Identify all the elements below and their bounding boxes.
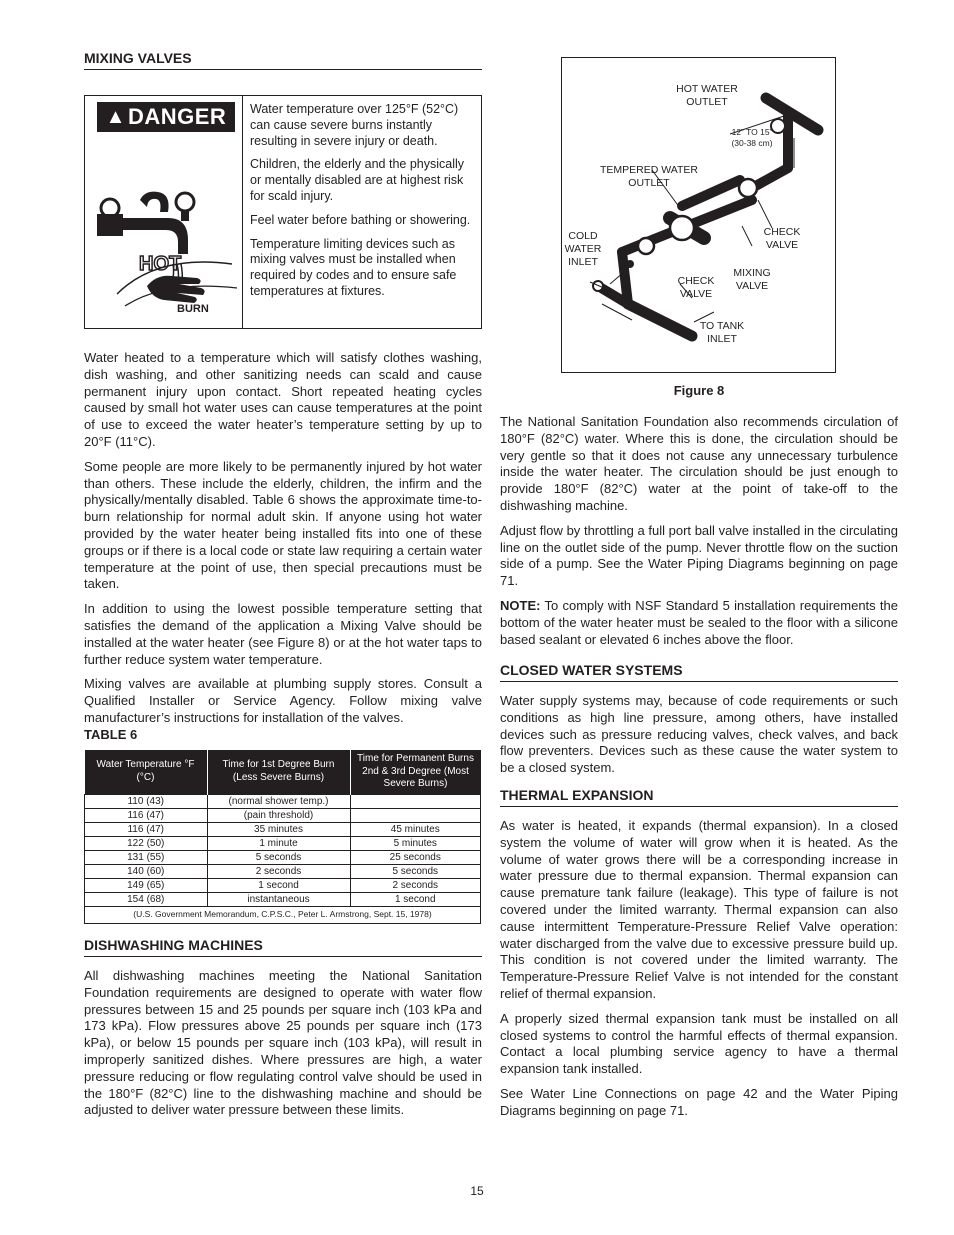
- label-to-tank-inlet: [694, 320, 750, 346]
- body-paragraph: In addition to using the lowest possible temperature setting that satisfies the demand of the application a Mixing Valve should be installed at the water heater (see Figure 8) or at the hot water taps to further reduce system water temperature.: [84, 601, 482, 667]
- table-cell: 2 seconds: [207, 864, 350, 878]
- label-line: VALVE: [735, 280, 769, 292]
- hot-text: HOT: [139, 253, 182, 275]
- table-row: [85, 836, 481, 850]
- table-cell: 5 seconds: [207, 850, 350, 864]
- label-check-valve-right: [758, 226, 806, 252]
- table-cell: 25 seconds: [350, 850, 481, 864]
- table-cell: 116 (47): [85, 808, 208, 822]
- danger-label: DANGER: [127, 104, 227, 129]
- table-cell: 5 minutes: [350, 836, 481, 850]
- danger-paragraph: Feel water before bathing or showering.: [250, 212, 471, 227]
- table-cell: instantaneous: [207, 892, 350, 906]
- hot-burn-icon: [85, 136, 242, 326]
- table-row: [85, 794, 481, 808]
- danger-paragraph: Temperature limiting devices such as mixing valves must be installed when required by codes and to ensure safe temperatures at fixtures.: [250, 236, 457, 298]
- label-line: MIXING: [733, 267, 771, 279]
- label-line: HOT WATER: [676, 83, 738, 95]
- danger-paragraph: Children, the elderly and the physically or mentally disabled are at highest risk for scald injury.: [250, 157, 465, 203]
- table-cell: 140 (60): [85, 864, 208, 878]
- figure8-caption: Figure 8: [673, 383, 725, 398]
- warning-triangle-icon: ▲: [105, 105, 126, 128]
- mixing-valves-body: [84, 350, 482, 735]
- label-dimension: [722, 127, 782, 148]
- table-header: Water Temperature °F (°C): [85, 750, 208, 794]
- label-line: TEMPERED WATER: [599, 164, 698, 176]
- table-cell: 131 (55): [85, 850, 208, 864]
- label-line: INLET: [568, 256, 598, 268]
- table-cell: 122 (50): [85, 836, 208, 850]
- danger-text: [250, 102, 476, 308]
- table-footnote: (U.S. Government Memorandum, C.P.S.C., Peter L. Armstrong, Sept. 15, 1978): [85, 906, 481, 923]
- table6-section: [84, 727, 482, 924]
- burn-text: BURN: [177, 303, 209, 315]
- danger-banner: [97, 102, 235, 132]
- table-footnote-row: [85, 906, 481, 923]
- table-cell: 2 seconds: [350, 878, 481, 892]
- dishwashing-heading: DISHWASHING MACHINES: [84, 937, 482, 957]
- table-cell: 5 seconds: [350, 864, 481, 878]
- table-cell: [350, 794, 481, 808]
- table-row: [85, 864, 481, 878]
- burn-table: [84, 750, 481, 924]
- closed-systems-paragraph: Water supply systems may, because of code requirements or such conditions as high line pressure, among others, have installed devices such as pressure reducing valves, check valves, and back flow preventers. Devices such as these cause the water system to be a closed system.: [500, 693, 898, 776]
- label-line: WATER: [564, 243, 602, 255]
- table-row: [85, 808, 481, 822]
- label-cold-water-inlet: [562, 230, 604, 269]
- label-line: INLET: [707, 333, 737, 345]
- table-row: [85, 850, 481, 864]
- left-column: [84, 50, 482, 1118]
- figure8-diagram: [561, 57, 836, 373]
- label-tempered-water-outlet: [592, 164, 706, 190]
- table-cell: 1 minute: [207, 836, 350, 850]
- mixing-valves-heading: MIXING VALVES: [84, 50, 482, 70]
- note-text: To comply with NSF Standard 5 installation requirements the bottom of the water heater must be sealed to the floor with a silicone based sealant or elevated 6 inches above the floor.: [500, 597, 898, 647]
- page-number: 15: [470, 1184, 484, 1198]
- label-mixing-valve: [728, 267, 776, 293]
- table-cell: 149 (65): [85, 878, 208, 892]
- label-line: (30-38 cm): [731, 137, 773, 148]
- label-line: VALVE: [765, 239, 799, 251]
- label-hot-water-outlet: [662, 83, 752, 109]
- circulation-section: [500, 414, 898, 656]
- danger-paragraph: Water temperature over 125°F (52°C) can cause severe burns instantly resulting in severe injury or death.: [250, 102, 459, 148]
- label-line: CHECK: [677, 275, 715, 287]
- thermal-paragraph: A properly sized thermal expansion tank must be installed on all closed systems to control the harmful effects of thermal expansion. Contact a local plumbing service agency to have a thermal expansion tank installed.: [500, 1010, 898, 1077]
- label-line: CHECK: [763, 226, 801, 238]
- body-paragraph: Water heated to a temperature which will satisfy clothes washing, dish washing, and other sanitizing needs can scald and cause permanent injury upon contact. Short repeated heating cycles caused by small hot water uses can cause temperatures at the point of use to exceed the water heater’s temperature setting by up to 20°F (11°C).: [84, 350, 482, 449]
- table-cell: [350, 808, 481, 822]
- table-cell: (pain threshold): [207, 808, 350, 822]
- table-row: [85, 892, 481, 906]
- table-row: [85, 822, 481, 836]
- label-line: VALVE: [679, 288, 713, 300]
- table-header: Time for Permanent Burns 2nd & 3rd Degree (Most Severe Burns): [350, 750, 481, 794]
- body-paragraph: Some people are more likely to be permanently injured by hot water than others. These include the elderly, children, the infirm and the physically/mentally disabled. Table 6 shows the approximate time-to-burn relationship for normal adult skin. If anyone using hot water provided by the water heater being installed fits into one of these groups or if there is a local code or state law requiring a certain water temperature at the point of use, then special precautions must be taken.: [84, 458, 482, 592]
- dishwashing-section: [84, 937, 482, 1127]
- closed-systems-section: [500, 662, 898, 785]
- table-cell: 1 second: [350, 892, 481, 906]
- danger-image-panel: [85, 96, 243, 328]
- label-line: COLD: [568, 230, 598, 242]
- thermal-paragraph: See Water Line Connections on page 42 and the Water Piping Diagrams beginning on page 71.: [500, 1085, 898, 1118]
- table-cell: 154 (68): [85, 892, 208, 906]
- label-line: OUTLET: [628, 177, 670, 189]
- label-line: 12” TO 15”: [731, 127, 773, 137]
- label-check-valve-left: [672, 275, 720, 301]
- label-line: OUTLET: [686, 96, 728, 108]
- table-header: Time for 1st Degree Burn (Less Severe Burns): [207, 750, 350, 794]
- thermal-paragraph: As water is heated, it expands (thermal expansion). In a closed system the volume of water will grow when it is heated. As the volume of water grows there will be a corresponding increase in water pressure due to thermal expansion. Thermal expansion can cause premature tank failure (leakage). This type of failure is not covered under the limited warranty. Thermal expansion can also cause intermittent Temperature-Pressure Relief Valve operation: water discharged from the valve due to excessive pressure build up. This condition is not covered under the limited warranty. The Temperature-Pressure Relief Valve is not intended for the constant relief of thermal expansion.: [500, 818, 898, 1001]
- table-row: [85, 878, 481, 892]
- closed-systems-heading: CLOSED WATER SYSTEMS: [500, 662, 898, 682]
- thermal-section: [500, 787, 898, 1128]
- note-label: NOTE:: [500, 597, 541, 613]
- table-cell: 116 (47): [85, 822, 208, 836]
- danger-box: [84, 95, 482, 329]
- body-paragraph: Mixing valves are available at plumbing supply stores. Consult a Qualified Installer or Service Agency. Follow mixing valve manufacturer’s instructions for installation of the valves.: [84, 676, 482, 725]
- table6-title: TABLE 6: [84, 727, 138, 742]
- thermal-expansion-heading: THERMAL EXPANSION: [500, 787, 898, 807]
- note-paragraph: [500, 598, 898, 648]
- table-cell: 45 minutes: [350, 822, 481, 836]
- table-cell: 1 second: [207, 878, 350, 892]
- table-cell: 110 (43): [85, 794, 208, 808]
- table-cell: 35 minutes: [207, 822, 350, 836]
- body-paragraph: The National Sanitation Foundation also recommends circulation of 180°F (82°C) water. Where this is done, the circulation should be very gentle so that it does not cause any unnecessary turbulence inside the water heater. The circulation should be just enough to provide 180°F (82°C) water at the point of take-off to the dishwashing machine.: [500, 414, 898, 513]
- label-line: TO TANK: [699, 320, 745, 332]
- dishwashing-paragraph: All dishwashing machines meeting the National Sanitation Foundation requirements are designed to operate with water flow pressures between 15 and 25 pounds per square inch (103 kPa and 173 kPa). Flow pressures above 25 pounds per square inch (173 kPa), or below 15 pounds per square inch (103 kPa), will result in improperly sanitized dishes. Where pressures are high, a water pressure reducing or flow regulating control valve should be used in the 180°F (82°C) line to the dishwashing machine and should be adjusted to deliver water pressure between these limits.: [84, 968, 482, 1118]
- body-paragraph: Adjust flow by throttling a full port ball valve installed in the circulating line on the outlet side of the pump. Never throttle flow on the suction side of a pump. See the Water Piping Diagrams beginning on page 71.: [500, 522, 898, 589]
- table-cell: (normal shower temp.): [207, 794, 350, 808]
